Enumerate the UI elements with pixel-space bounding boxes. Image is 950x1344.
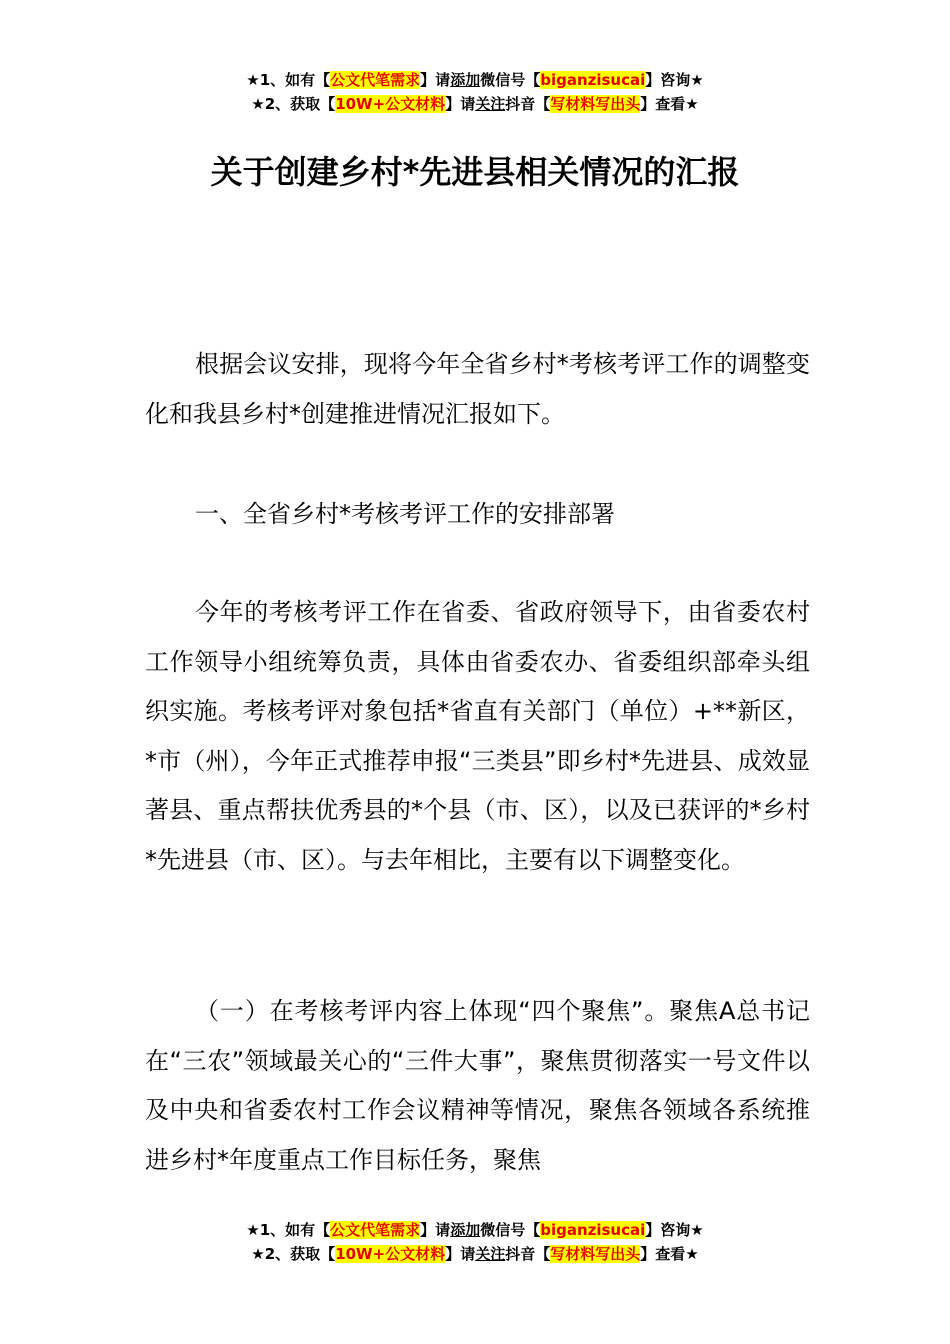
banner-text: 】请 <box>420 71 451 89</box>
banner-highlight: 10W+公文材料 <box>335 1245 446 1263</box>
document-body <box>145 340 810 439</box>
banner-highlight: 写材料写出头 <box>550 95 641 113</box>
banner-highlight: 公文代笔需求 <box>330 71 421 89</box>
banner-text: 微信号【 <box>480 71 541 89</box>
banner-highlight: biganzisucai <box>540 1221 646 1239</box>
banner-line-1 <box>0 68 950 92</box>
banner-underline: 添加 <box>450 71 481 89</box>
banner-text: ★1、如有【 <box>246 71 331 89</box>
paragraph-intro: 根据会议安排，现将今年全省乡村*考核考评工作的调整变化和我县乡村*创建推进情况汇报如下。 <box>145 350 810 428</box>
banner-underline: 关注 <box>475 1245 506 1263</box>
banner-text: ★1、如有【 <box>246 1221 331 1239</box>
banner-text: 微信号【 <box>480 1221 541 1239</box>
banner-text: 】请 <box>420 1221 451 1239</box>
banner-text: 】查看★ <box>640 95 699 113</box>
banner-line-2 <box>0 92 950 116</box>
section-heading-block <box>145 490 810 540</box>
banner-text: 】咨询★ <box>645 71 704 89</box>
banner-line-1 <box>0 1218 950 1242</box>
banner-underline: 添加 <box>450 1221 481 1239</box>
banner-text: 】请 <box>445 1245 476 1263</box>
banner-underline: 关注 <box>475 95 506 113</box>
banner-text: 】查看★ <box>640 1245 699 1263</box>
paragraph-block-3 <box>145 987 810 1185</box>
bottom-banner <box>0 1218 950 1266</box>
paragraph-assessment: 今年的考核考评工作在省委、省政府领导下，由省委农村工作领导小组统筹负责，具体由省委农办、省委组织部牵头组织实施。考核考评对象包括*省直有关部门（单位）+**新区，*市（州），今年正式推荐申报“三类县”即乡村*先进县、成效显著县、重点帮扶优秀县的*个县（市、区），以及已获评的*乡村*先进县（市、区）。与去年相比，主要有以下调整变化。 <box>145 598 810 874</box>
banner-highlight: 写材料写出头 <box>550 1245 641 1263</box>
banner-text: 】请 <box>445 95 476 113</box>
banner-text: ★2、获取【 <box>251 95 336 113</box>
banner-highlight: 公文代笔需求 <box>330 1221 421 1239</box>
banner-highlight: biganzisucai <box>540 71 646 89</box>
banner-line-2 <box>0 1242 950 1266</box>
banner-highlight: 10W+公文材料 <box>335 95 446 113</box>
paragraph-four-focus: （一）在考核考评内容上体现“四个聚焦”。聚焦A总书记在“三农”领域最关心的“三件大事”，聚焦贯彻落实一号文件以及中央和省委农村工作会议精神等情况，聚焦各领域各系统推进乡村*年度重点工作目标任务，聚焦 <box>145 997 810 1174</box>
banner-text: 】咨询★ <box>645 1221 704 1239</box>
banner-text: 抖音【 <box>505 95 551 113</box>
document-title: 关于创建乡村*先进县相关情况的汇报 <box>210 153 740 191</box>
banner-text: ★2、获取【 <box>251 1245 336 1263</box>
paragraph-block-2 <box>145 588 810 885</box>
banner-text: 抖音【 <box>505 1245 551 1263</box>
section-heading-1: 一、全省乡村*考核考评工作的安排部署 <box>195 500 615 528</box>
top-banner <box>0 68 950 116</box>
